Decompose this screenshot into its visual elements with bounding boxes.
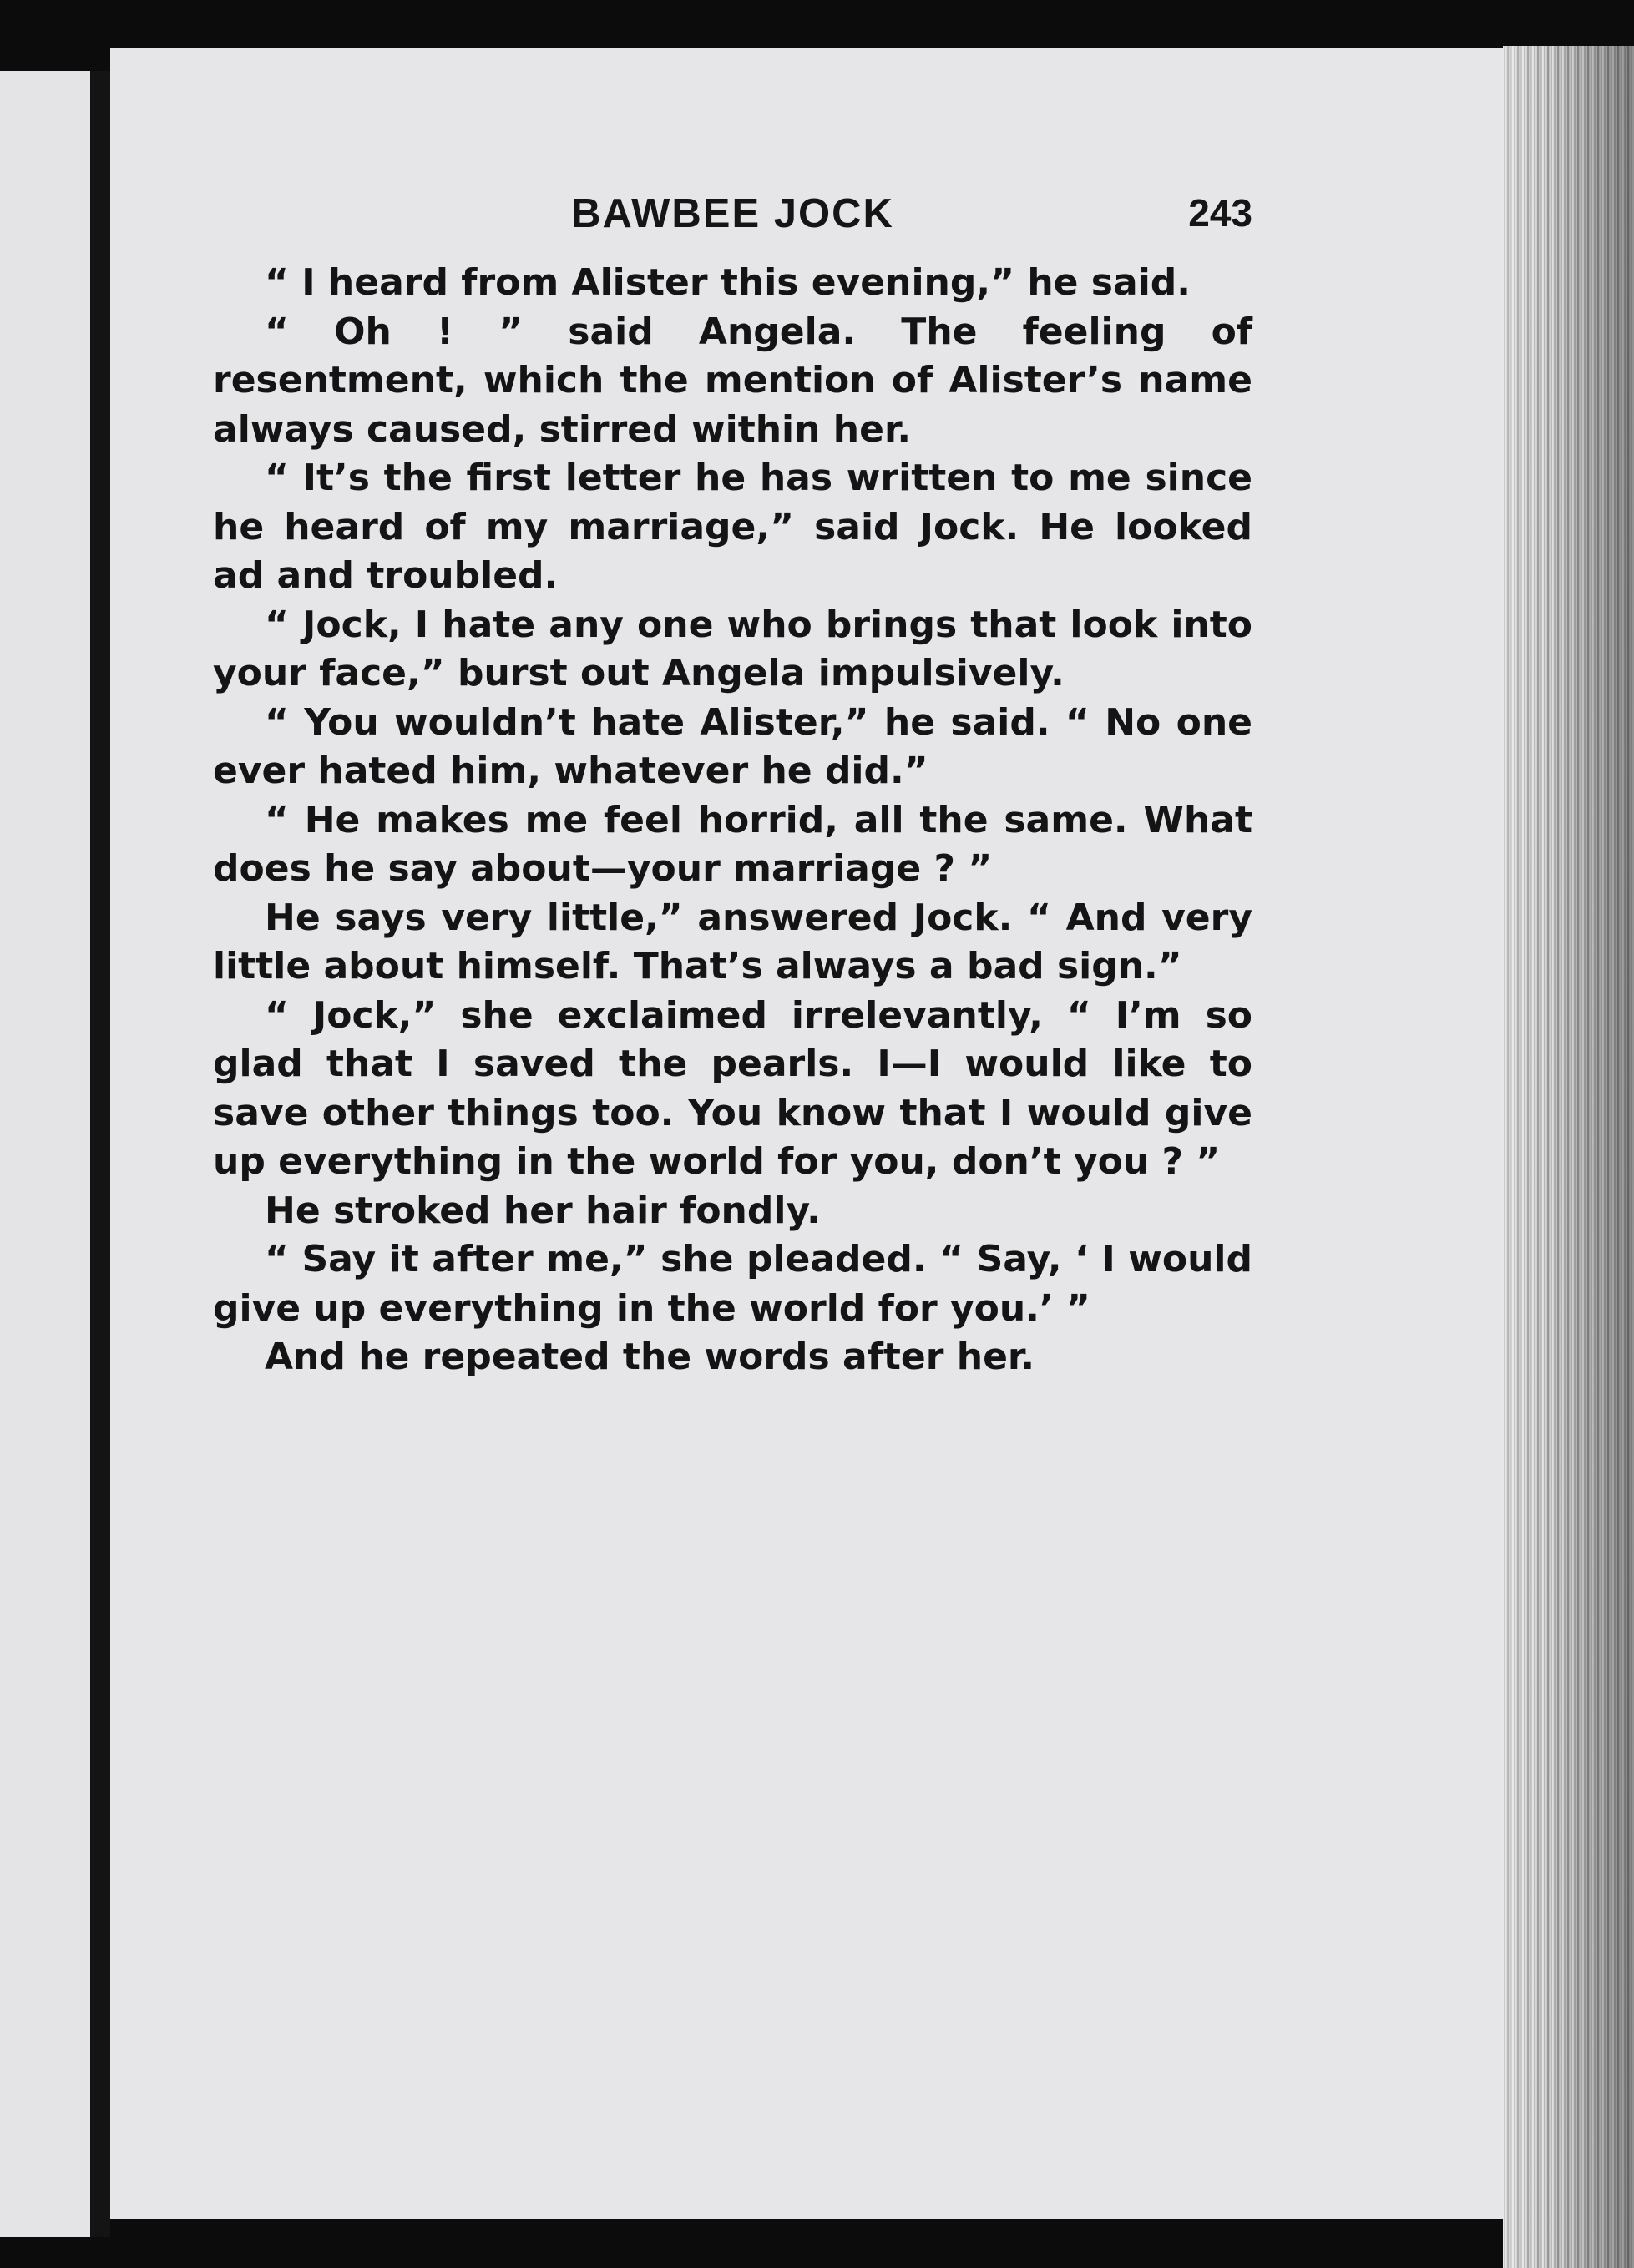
page-number: 243 (1188, 191, 1252, 235)
book-gutter (90, 71, 110, 2237)
paragraph: “ It’s the first letter he has written to me since he heard of my marriage,” said Jock. He looked ad and troubled. (213, 457, 1252, 597)
left-page-edge (0, 71, 90, 2237)
paragraph: “ Oh ! ” said Angela. The feeling of resentment, which the mention of Alister’s name always caused, stirred within her. (213, 310, 1252, 451)
paragraph: “ He makes me feel horrid, all the same. What does he say about—your marriage ? ” (213, 798, 1252, 890)
paragraph: And he repeated the words after her. (265, 1336, 1035, 1378)
paragraph: He says very little,” answered Jock. “ And very little about himself. That’s always a bad sign.” (213, 896, 1252, 988)
page-edges-shading (1503, 46, 1634, 2268)
paragraph: “ Jock,” she exclaimed irrelevantly, “ I’m so glad that I saved the pearls. I—I would like to save other things too. You know that I would give up everything in the world for you, don’t you ? ” (213, 993, 1252, 1183)
paragraph: “ You wouldn’t hate Alister,” he said. “ No one ever hated him, whatever he did.” (213, 700, 1252, 792)
paragraph: “ I heard from Alister this evening,” he said. (265, 261, 1191, 304)
page-text (213, 259, 1252, 1382)
paragraph: “ Say it after me,” she pleaded. “ Say, ‘ I would give up everything in the world for you.’ ” (213, 1238, 1252, 1330)
paragraph: He stroked her hair fondly. (265, 1189, 821, 1232)
page-header (213, 190, 1252, 249)
paragraph: “ Jock, I hate any one who brings that look into your face,” burst out Angela impulsively. (213, 603, 1252, 695)
running-title: BAWBEE JOCK (571, 191, 894, 236)
